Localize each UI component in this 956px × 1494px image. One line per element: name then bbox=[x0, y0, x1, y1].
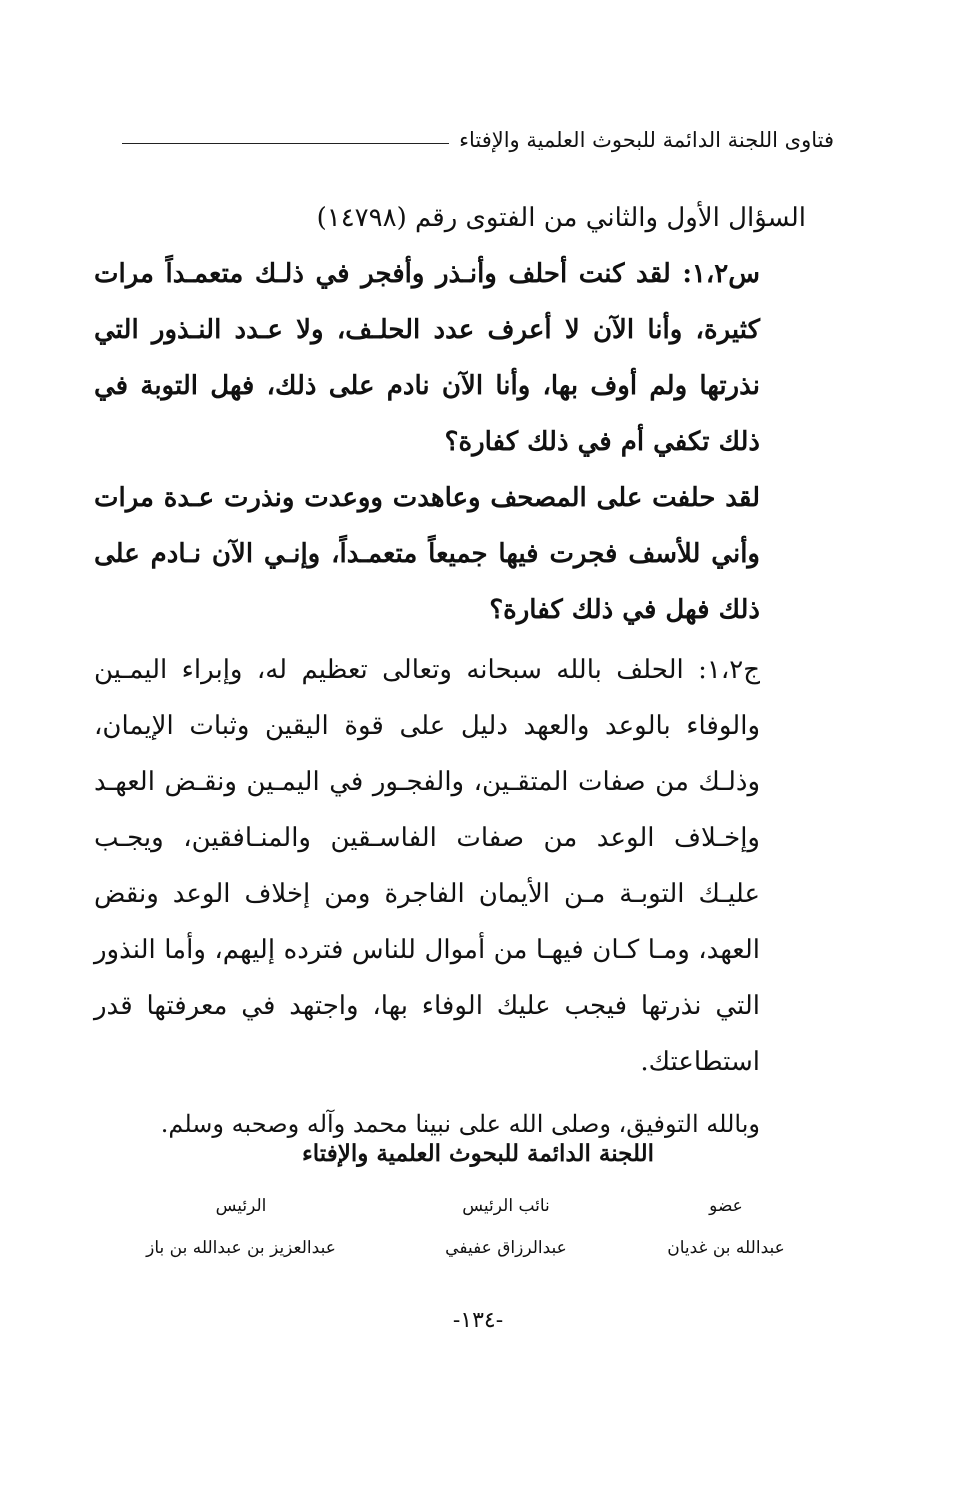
running-title: فتاوى اللجنة الدائمة للبحوث العلمية والإفتاء bbox=[459, 128, 834, 152]
signatory-role: الرئيس bbox=[215, 1196, 267, 1216]
question-title: السؤال الأول والثاني من الفتوى رقم (١٤٧٩٨) bbox=[316, 203, 806, 233]
signatory-role: عضو bbox=[709, 1196, 743, 1216]
answer-paragraph: ج١،٢: الحلف بالله سبحانه وتعالى تعظيم له، وإبراء اليمـين والوفاء بالوعد والعهد دليل على قوة اليقين وثبات الإيمان، وذلـك من صفات المتقـين، والفجـور في اليمـين ونقـض العهـد وإخـلاف الوعد من صفات الفاسـقين والمنـافقين، ويجـب عليـك التوبـة مـن الأيمان الفاجرة ومن إخلاف الوعد ونقض العهد، ومـا كـان فيهـا من أموال للناس فترده إليهم، وأما النذور التي نذرتها فيجب عليك الوفاء بها، واجتهد في معرفتها قدر استطاعتك. bbox=[94, 655, 760, 1077]
fatwa-body bbox=[94, 190, 806, 1150]
signatory-name: عبدالله بن غديان bbox=[667, 1238, 785, 1258]
signatory-role: نائب الرئيس bbox=[462, 1196, 550, 1216]
signatory-name: عبدالعزيز بن عبدالله بن باز bbox=[146, 1238, 336, 1258]
page-number: -١٣٤- bbox=[452, 1308, 504, 1333]
committee-name: اللجنة الدائمة للبحوث العلمية والإفتاء bbox=[301, 1140, 655, 1167]
question-paragraph-2: لقد حلفت على المصحف وعاهدت ووعدت ونذرت عـدة مرات وأني للأسف فجرت فيها جميعاً متعمـداً، وإنـي الآن نـادم على ذلك فهل في ذلك كفارة؟ bbox=[94, 483, 760, 625]
signatory-names bbox=[116, 1238, 806, 1258]
closing-line: وبالله التوفيق، وصلى الله على نبينا محمد وآله وصحبه وسلم. bbox=[160, 1110, 760, 1138]
running-header bbox=[122, 128, 834, 152]
signatory-roles bbox=[116, 1196, 806, 1216]
question-paragraph-1: س١،٢: لقد كنت أحلف وأنـذر وأفجر في ذلـك متعمـداً مرات كثيرة، وأنا الآن لا أعرف عدد الحلـف، ولا عـدد النـذور التي نذرتها ولم أوف بها، وأنا الآن نادم على ذلك، فهل التوبة في ذلك تكفي أم في ذلك كفارة؟ bbox=[94, 259, 760, 457]
signatory-name: عبدالرزاق عفيفي bbox=[445, 1238, 567, 1258]
header-rule bbox=[122, 143, 449, 144]
